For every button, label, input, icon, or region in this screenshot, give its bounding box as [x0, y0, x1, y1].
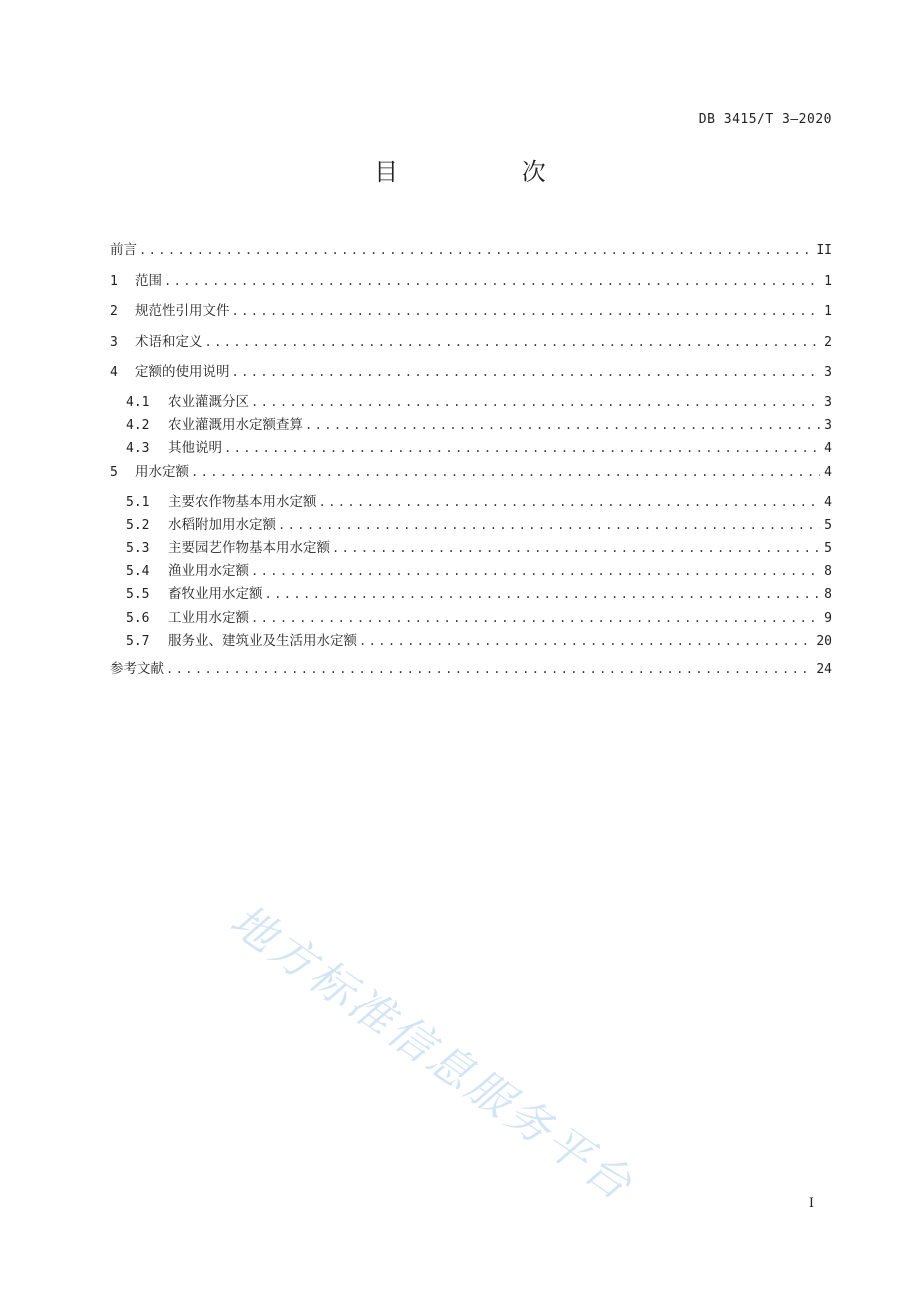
toc-entry-number: 5.5 [126, 587, 150, 603]
toc-entry-page: 3 [824, 417, 832, 433]
toc-entry-page: 8 [824, 564, 832, 580]
toc-entry-number: 5.6 [126, 610, 150, 626]
toc-entry-label: 水稻附加用水定额 [168, 516, 276, 533]
toc-entry-5-5[interactable] [110, 583, 832, 606]
toc-entry-label: 农业灌溉用水定额查算 [168, 416, 303, 433]
toc-entry-number: 5.1 [126, 494, 150, 510]
toc-entry-page: 8 [824, 587, 832, 603]
toc-entry-5-7[interactable] [110, 630, 832, 653]
toc-entry-label: 用水定额 [135, 464, 189, 481]
toc-entry-label: 参考文献 [110, 660, 164, 677]
leader-dots [265, 583, 821, 606]
toc-entry-label: 工业用水定额 [168, 609, 249, 626]
toc-entry-4[interactable] [110, 360, 832, 391]
toc-entry-foreword[interactable] [110, 238, 832, 269]
toc-entry-number: 4.1 [126, 394, 150, 410]
toc-entry-page: 4 [824, 465, 832, 481]
leader-dots [251, 560, 820, 583]
toc-entry-label: 渔业用水定额 [168, 563, 249, 580]
toc-entry-number: 5.4 [126, 564, 150, 580]
leader-dots [359, 630, 812, 653]
toc-entry-page: 1 [824, 304, 832, 319]
toc-entry-label: 服务业、建筑业及生活用水定额 [168, 632, 357, 649]
leader-dots [232, 360, 821, 384]
toc-entry-5-1[interactable] [110, 491, 832, 514]
toc-entry-page: 24 [816, 661, 832, 677]
toc-entry-page: 2 [824, 334, 832, 350]
toc-entry-label: 主要农作物基本用水定额 [168, 493, 317, 510]
toc-entry-number: 5.2 [126, 517, 150, 533]
leader-dots [251, 607, 820, 630]
leader-dots [319, 491, 821, 514]
leader-dots [232, 299, 821, 323]
toc-entry-5-2[interactable] [110, 514, 832, 537]
toc-entry-label: 定额的使用说明 [135, 364, 230, 380]
toc-entry-5-3[interactable] [110, 537, 832, 560]
leader-dots [139, 238, 812, 262]
toc-entry-page: 3 [824, 394, 832, 410]
leader-dots [332, 537, 820, 560]
toc-entry-number: 1 [110, 273, 118, 289]
leader-dots [166, 657, 812, 681]
toc-entry-page: 9 [824, 610, 832, 626]
leader-dots [251, 391, 820, 414]
toc-entry-page: 4 [824, 440, 832, 456]
toc-entry-number: 3 [110, 334, 118, 350]
toc-entry-page: 1 [824, 273, 832, 289]
toc-entry-2[interactable] [110, 299, 832, 330]
leader-dots [205, 330, 821, 354]
toc-entry-number: 5 [110, 465, 118, 481]
toc-entry-label: 主要园艺作物基本用水定额 [168, 539, 330, 556]
toc-entry-page: 5 [824, 517, 832, 533]
toc-entry-number: 4 [110, 365, 118, 380]
leader-dots [278, 514, 820, 537]
toc-entry-page: 5 [824, 540, 832, 556]
toc-entry-label: 畜牧业用水定额 [168, 586, 263, 603]
leader-dots [224, 437, 820, 460]
toc-entry-3[interactable] [110, 330, 832, 361]
toc-entry-4-2[interactable] [110, 414, 832, 437]
toc-entry-label: 其他说明 [168, 439, 222, 456]
toc-entry-references[interactable] [110, 657, 832, 688]
toc-entry-number: 5.7 [126, 633, 150, 649]
toc-entry-number: 2 [110, 304, 118, 319]
leader-dots [164, 269, 820, 293]
toc-entry-page: II [816, 243, 832, 258]
toc-entry-label: 范围 [135, 272, 162, 289]
toc-entry-number: 5.3 [126, 540, 150, 556]
toc-entry-page: 20 [816, 633, 832, 649]
leader-dots [191, 460, 820, 484]
toc-entry-4-1[interactable] [110, 391, 832, 414]
toc-entry-page: 3 [824, 365, 832, 380]
table-of-contents [110, 238, 832, 687]
toc-entry-5-4[interactable] [110, 560, 832, 583]
toc-entry-label: 农业灌溉分区 [168, 393, 249, 410]
document-code: DB 3415/T 3—2020 [698, 112, 832, 127]
toc-entry-number: 4.2 [126, 417, 150, 433]
toc-entry-label: 术语和定义 [135, 333, 203, 350]
toc-entry-number: 4.3 [126, 440, 150, 456]
toc-entry-page: 4 [824, 494, 832, 510]
leader-dots [305, 414, 820, 437]
toc-entry-label: 规范性引用文件 [135, 303, 230, 319]
toc-entry-1[interactable] [110, 269, 832, 300]
toc-entry-5[interactable] [110, 460, 832, 491]
toc-entry-4-3[interactable] [110, 437, 832, 460]
page-title: 目 次 [374, 158, 604, 186]
page-number: I [808, 1196, 814, 1211]
toc-entry-label: 前言 [110, 242, 137, 258]
toc-entry-5-6[interactable] [110, 607, 832, 630]
watermark-text: 地方标准信息服务平台 [220, 894, 644, 1212]
